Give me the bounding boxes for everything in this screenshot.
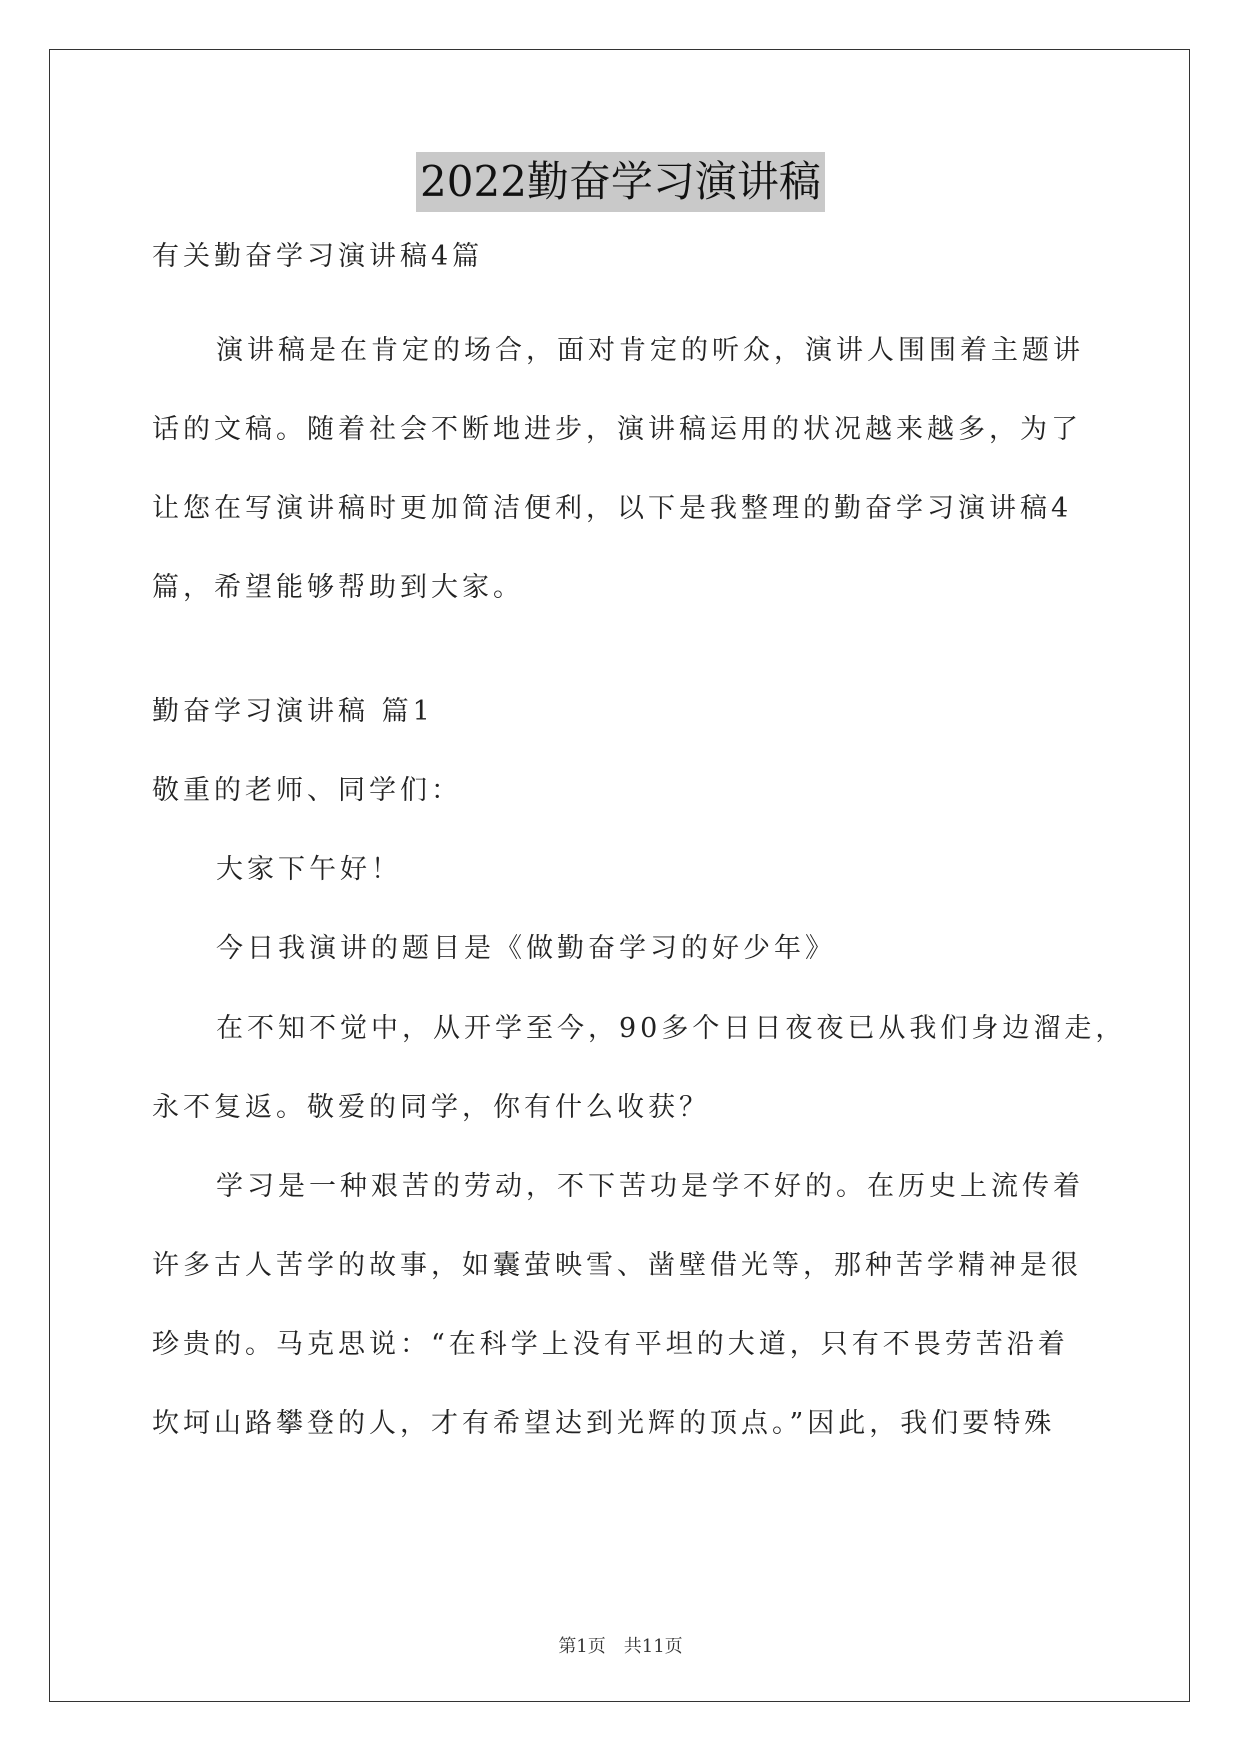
intro-line: 让您在写演讲稿时更加简洁便利，以下是我整理的勤奋学习演讲稿4 bbox=[152, 493, 1073, 524]
paragraph-line: 永不复返。敬爱的同学，你有什么收获？ bbox=[152, 1092, 710, 1123]
salutation: 敬重的老师、同学们： bbox=[152, 775, 462, 806]
document-subtitle: 有关勤奋学习演讲稿4篇 bbox=[152, 241, 484, 272]
intro-line: 演讲稿是在肯定的场合，面对肯定的听众，演讲人围围着主题讲 bbox=[216, 335, 1084, 366]
paragraph-line: 在不知不觉中，从开学至今，90多个日日夜夜已从我们身边溜走， bbox=[216, 1013, 1127, 1044]
intro-line: 话的文稿。随着社会不断地进步，演讲稿运用的状况越来越多，为了 bbox=[152, 414, 1082, 445]
document-body bbox=[152, 236, 1127, 1463]
paragraph-line: 许多古人苦学的故事，如囊萤映雪、凿壁借光等，那种苦学精神是很 bbox=[152, 1250, 1082, 1281]
topic-line: 今日我演讲的题目是《做勤奋学习的好少年》 bbox=[216, 933, 836, 964]
document-title: 2022勤奋学习演讲稿 bbox=[416, 152, 825, 212]
greeting: 大家下午好！ bbox=[216, 854, 402, 885]
section-heading: 勤奋学习演讲稿 篇1 bbox=[152, 696, 434, 727]
intro-line: 篇，希望能够帮助到大家。 bbox=[152, 572, 524, 603]
paragraph-line: 学习是一种艰苦的劳动，不下苦功是学不好的。在历史上流传着 bbox=[216, 1171, 1084, 1202]
paragraph-line: 珍贵的。马克思说：“在科学上没有平坦的大道，只有不畏劳苦沿着 bbox=[152, 1329, 1069, 1360]
spacer bbox=[152, 627, 1092, 691]
body-paragraph bbox=[152, 989, 1127, 1147]
page-number: 第1页 共11页 bbox=[558, 1636, 683, 1657]
intro-paragraph bbox=[152, 311, 1092, 627]
body-paragraph bbox=[152, 1147, 1092, 1463]
paragraph-line: 坎坷山路攀登的人，才有希望达到光辉的顶点。”因此，我们要特殊 bbox=[152, 1408, 1056, 1439]
document-title-container bbox=[0, 152, 1241, 221]
